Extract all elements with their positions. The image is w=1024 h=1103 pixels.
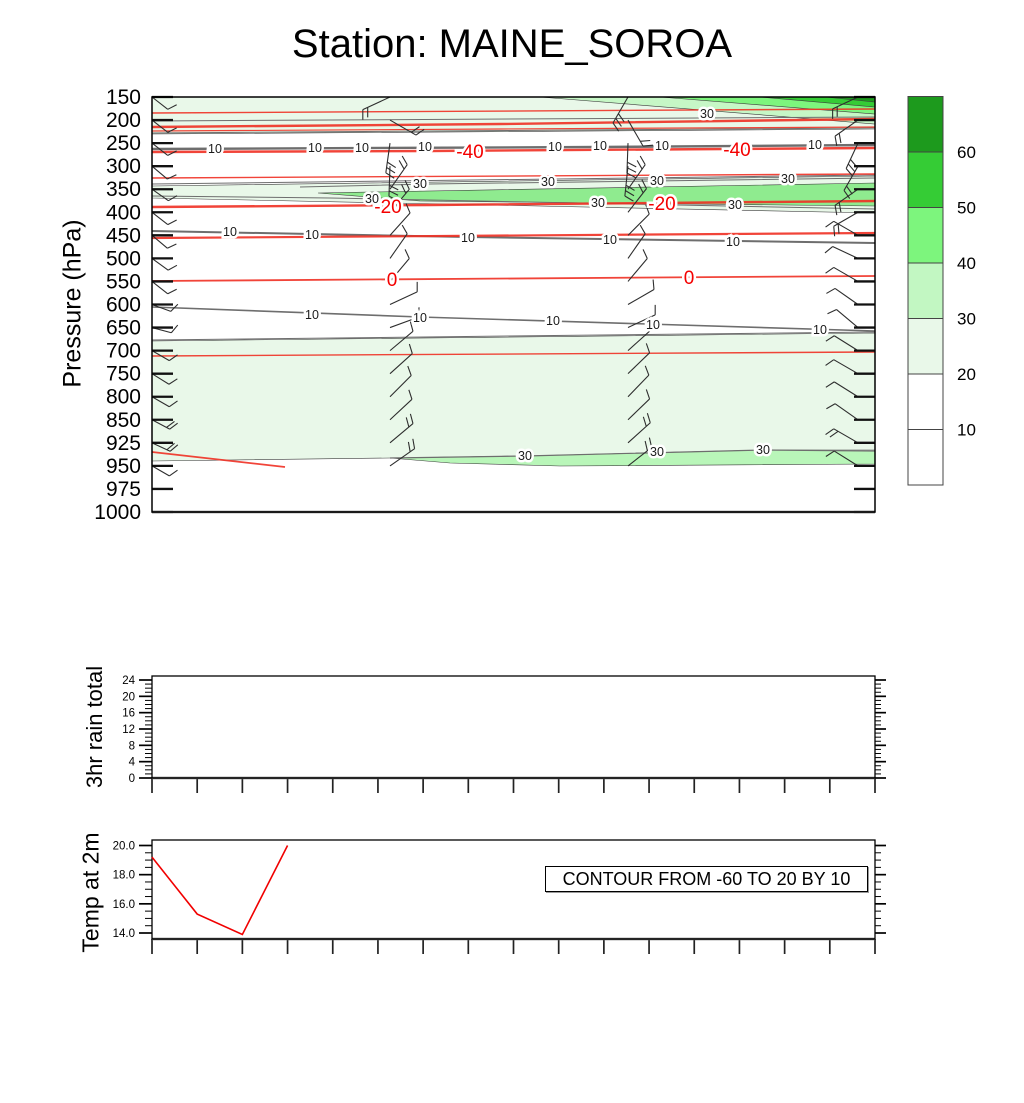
rh-contour-label: 10 xyxy=(726,235,740,249)
colorbar-label: 10 xyxy=(957,420,976,440)
pressure-tick-label: 300 xyxy=(105,155,141,179)
rh-contour-label: 30 xyxy=(650,174,664,188)
pressure-tick-label: 800 xyxy=(105,385,141,409)
rh-contour-label: 30 xyxy=(413,177,427,191)
rh-contour-label: 10 xyxy=(593,139,607,153)
temperature-contour-label: 0 xyxy=(683,268,695,289)
temp-ytick-label: 14.0 xyxy=(112,928,135,940)
wind-barb xyxy=(152,166,176,179)
colorbar-cell xyxy=(908,208,943,264)
temperature-contour-label: 0 xyxy=(386,270,398,291)
colorbar-cell xyxy=(908,97,943,153)
rh-contour-label: 30 xyxy=(781,172,795,186)
colorbar-label: 60 xyxy=(957,143,976,162)
rh-contour-label: 10 xyxy=(603,233,617,247)
temp-ytick-label: 20.0 xyxy=(112,840,135,853)
rain-ytick-label: 8 xyxy=(128,740,135,753)
temp-axis-label: Temp at 2m xyxy=(77,832,104,953)
wind-barb xyxy=(152,281,177,293)
rh-contour-label: 30 xyxy=(518,449,532,463)
contour-range-note: CONTOUR FROM -60 TO 20 BY 10 xyxy=(545,866,868,892)
rain-axis-label: 3hr rain total xyxy=(82,665,107,789)
rh-contour-label: 10 xyxy=(546,314,560,328)
rh-contour-label: 10 xyxy=(308,141,322,155)
temp-ytick-label: 18.0 xyxy=(112,869,135,882)
wind-barb xyxy=(152,258,177,270)
rh-contour-label: 10 xyxy=(548,140,562,154)
wind-barb xyxy=(628,280,654,305)
rain-ytick-label: 12 xyxy=(122,724,135,737)
rh-contour-label: 30 xyxy=(365,192,379,206)
rain-ytick-label: 24 xyxy=(122,675,135,688)
pressure-tick-label: 250 xyxy=(105,132,141,156)
pressure-tick-label: 450 xyxy=(105,224,141,248)
rh-contour-label: 10 xyxy=(813,323,827,337)
rh-contour-label: 10 xyxy=(808,138,822,152)
rain-ytick-label: 0 xyxy=(128,773,135,785)
rain-ytick-label: 16 xyxy=(122,707,135,720)
wind-barb xyxy=(825,247,858,259)
wind-barb xyxy=(152,466,178,476)
temperature-contour-label: -40 xyxy=(723,140,751,161)
temp-series-line xyxy=(152,846,288,935)
rh-contour-label: 30 xyxy=(650,445,664,459)
rh-contour-label: 10 xyxy=(646,318,660,332)
rh-contour-label: 30 xyxy=(756,443,770,457)
rh-contour-label: 10 xyxy=(305,308,319,322)
temperature-contour-label: -20 xyxy=(648,194,676,215)
wind-barb xyxy=(827,310,858,328)
pressure-tick-label: 750 xyxy=(105,362,141,386)
pressure-tick-label: 400 xyxy=(105,201,141,225)
pressure-tick-label: 150 xyxy=(105,86,141,109)
pressure-tick-label: 700 xyxy=(105,339,141,363)
rh-contour-label: 10 xyxy=(655,139,669,153)
colorbar-cell xyxy=(908,430,943,486)
pressure-tick-label: 925 xyxy=(105,431,141,455)
pressure-tick-label: 600 xyxy=(105,293,141,317)
pressure-tick-label: 350 xyxy=(105,178,141,202)
rh-contour-label: 10 xyxy=(413,311,427,325)
rh-contour-label: 10 xyxy=(461,231,475,245)
wind-barb xyxy=(628,225,645,258)
temp-ytick-label: 16.0 xyxy=(112,898,135,911)
colorbar-cell xyxy=(908,152,943,208)
wind-barb xyxy=(826,288,858,304)
colorbar-cell xyxy=(908,263,943,319)
rh-contour-label: 30 xyxy=(591,196,605,210)
colorbar-label: 40 xyxy=(957,254,976,273)
pressure-axis-label: Pressure (hPa) xyxy=(58,219,87,388)
colorbar-cell xyxy=(908,319,943,375)
colorbar-label: 20 xyxy=(957,365,976,384)
wind-barb xyxy=(628,205,649,236)
rh-contour-label: 10 xyxy=(208,142,222,156)
page-title: Station: MAINE_SOROA xyxy=(291,22,733,66)
temperature-contour-line xyxy=(152,276,875,281)
rh-contour-label: 10 xyxy=(418,140,432,154)
temperature-contour-label: -40 xyxy=(456,142,484,163)
rh-contour-label: 10 xyxy=(355,141,369,155)
pressure-tick-label: 500 xyxy=(105,247,141,271)
pressure-tick-label: 950 xyxy=(105,454,141,478)
colorbar-cell xyxy=(908,374,943,430)
rain-ytick-label: 20 xyxy=(122,691,135,704)
rain-frame xyxy=(152,676,875,778)
temperature-contour-label: -20 xyxy=(374,197,402,218)
wind-barb xyxy=(390,225,407,258)
rain-ytick-label: 4 xyxy=(128,756,135,769)
rh-contour-label: 10 xyxy=(223,225,237,239)
wind-barb xyxy=(627,143,636,178)
rh-contour-line xyxy=(152,307,875,331)
pressure-tick-label: 650 xyxy=(105,316,141,340)
pressure-tick-label: 200 xyxy=(105,109,141,133)
pressure-tick-label: 850 xyxy=(105,408,141,432)
pressure-tick-label: 975 xyxy=(105,477,141,501)
wind-barb xyxy=(826,267,858,281)
colorbar-label: 50 xyxy=(957,198,976,218)
colorbar-label: 30 xyxy=(957,309,976,329)
wind-barb xyxy=(152,212,177,224)
rh-contour-label: 30 xyxy=(700,107,714,121)
wind-barb xyxy=(152,325,178,333)
rh-contour-label: 10 xyxy=(305,228,319,242)
rh-contour-label: 30 xyxy=(728,198,742,212)
pressure-tick-label: 550 xyxy=(105,270,141,294)
rh-contour-label: 30 xyxy=(541,175,555,189)
pressure-tick-label: 1000 xyxy=(94,501,141,524)
